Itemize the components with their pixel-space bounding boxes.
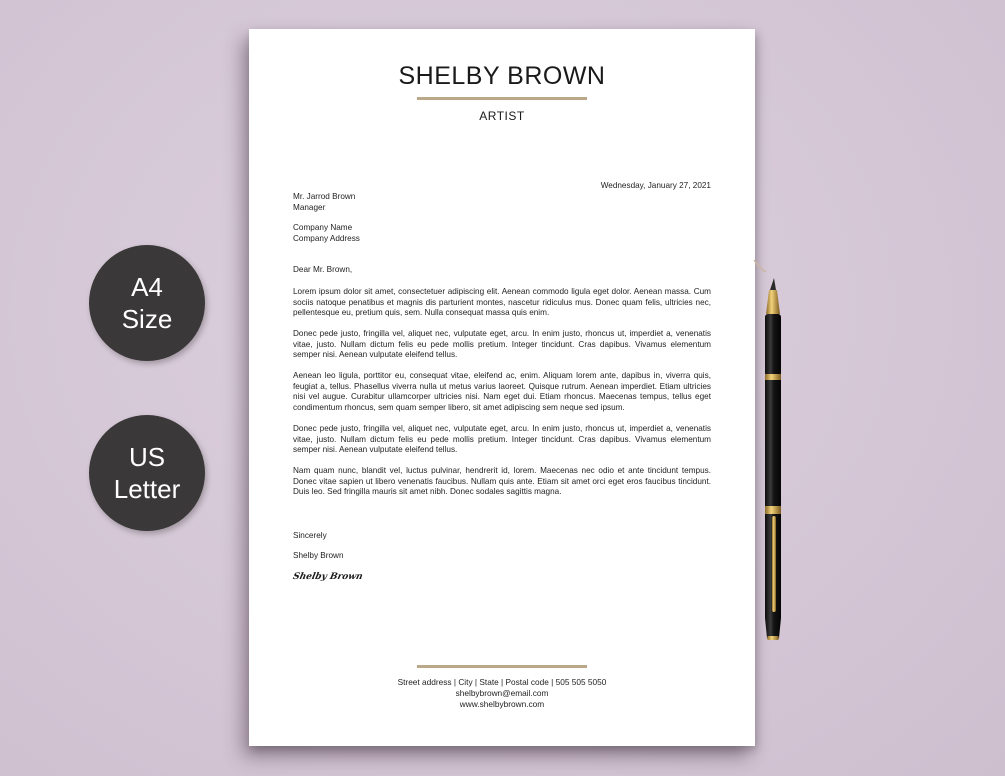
- letterhead-page: [249, 29, 755, 746]
- badge-line: A4: [131, 272, 163, 302]
- pen-image: [752, 260, 812, 660]
- recipient-block: [293, 192, 711, 213]
- accent-divider: [417, 665, 587, 668]
- letter-paragraph: Donec pede justo, fringilla vel, aliquet nec, vulputate eget, arcu. In enim justo, rhoncus ut, imperdiet a, venenatis vitae, justo. Nullam dictum felis eu pede mollis pretium. Integer tincidunt. Cras dapibus. Vivamus elementum semper nisi. Aenean vulputate eleifend tellus.: [293, 329, 711, 359]
- footer-email: shelbybrown@email.com: [455, 688, 549, 698]
- badge-line: US: [128, 442, 166, 472]
- letter-paragraph: Lorem ipsum dolor sit amet, consectetuer adipiscing elit. Aenean commodo ligula eget dolor. Aenean massa. Cum sociis natoque penatibus et magnis dis parturient montes, nascetur ridiculus mus. Donec quam felis, ultricies nec, pellentesque eu, pretium quis, sem. Nulla consequat massa quis enim.: [293, 287, 711, 317]
- recipient-name: Mr. Jarrod Brown: [293, 192, 356, 201]
- accent-divider: [417, 97, 587, 100]
- handwritten-signature: Shelby Brown: [291, 572, 364, 582]
- us-letter-badge: [89, 415, 205, 531]
- a4-size-badge: [89, 245, 205, 361]
- sender-name: SHELBY BROWN: [398, 62, 606, 90]
- letter-paragraph: Aenean leo ligula, porttitor eu, consequat vitae, eleifend ac, enim. Aliquam lorem ante, dapibus in, viverra quis, feugiat a, tellus. Phasellus viverra nulla ut metus varius laoreet. Quisque rutrum. Aenean imperdiet. Etiam ultricies nisi vel augue. Curabitur ullamcorper ultricies nisi. Nam eget dui. Etiam rhoncus. Maecenas tempus, tellus eget condimentum rhoncus, sem quam semper libero, sit amet adipiscing sem neque sed ipsum.: [293, 371, 711, 412]
- recipient-role: Manager: [293, 202, 326, 212]
- company-address: Company Address: [293, 233, 360, 243]
- badge-line: Size: [121, 304, 173, 334]
- company-block: [293, 223, 711, 244]
- letter-paragraph: Nam quam nunc, blandit vel, luctus pulvinar, hendrerit id, lorem. Maecenas nec odio et ante tincidunt tempus. Donec vitae sapien ut libero venenatis faucibus. Nullam quis ante. Etiam sit amet orci eget eros faucibus tincidunt. Duis leo. Sed fringilla mauris sit amet nibh. Donec sodales sagittis magna.: [293, 466, 711, 496]
- footer-website: www.shelbybrown.com: [459, 699, 545, 709]
- company-name: Company Name: [293, 223, 353, 232]
- greeting: Dear Mr. Brown,: [293, 265, 353, 274]
- letter-paragraph: Donec pede justo, fringilla vel, aliquet nec, vulputate eget, arcu. In enim justo, rhoncus ut, imperdiet a, venenatis vitae, justo. Nullam dictum felis eu pede mollis pretium. Integer tincidunt. Cras dapibus. Vivamus elementum semper nisi. Aenean vulputate eleifend tellus.: [293, 424, 711, 454]
- sender-title: ARTIST: [479, 109, 525, 123]
- letter-date: Wednesday, January 27, 2021: [600, 181, 711, 190]
- closing: Sincerely: [293, 531, 327, 540]
- signer-name: Shelby Brown: [293, 551, 344, 560]
- badge-line: Letter: [113, 474, 181, 504]
- footer-address: Street address | City | State | Postal code | 505 505 5050: [397, 677, 607, 687]
